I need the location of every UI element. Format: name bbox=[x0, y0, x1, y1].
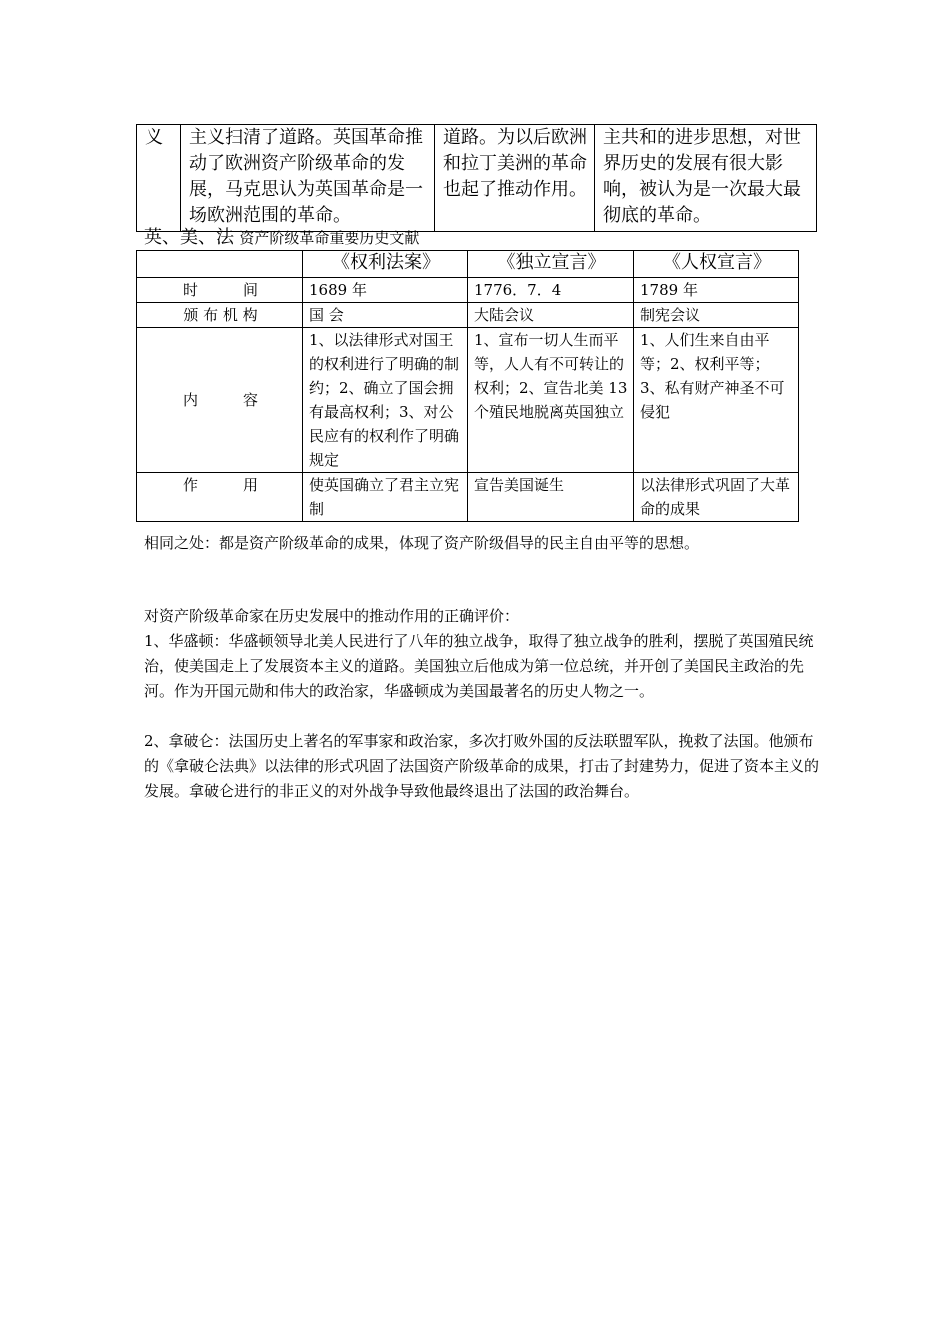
evaluation-title: 对资产阶级革命家在历史发展中的推动作用的正确评价： bbox=[144, 607, 520, 625]
table-cell: 以法律形式巩固了大革命的成果 bbox=[634, 473, 799, 522]
row-label-time: 时 间 bbox=[137, 278, 303, 303]
header-declaration-of-rights-of-man: 《人权宣言》 bbox=[634, 251, 799, 278]
table-caption: 英、美、法 资产阶级革命重要历史文献 bbox=[144, 227, 420, 248]
table-row bbox=[137, 303, 799, 328]
table-cell: 大陆会议 bbox=[468, 303, 634, 328]
table-cell: 使英国确立了君主立宪制 bbox=[303, 473, 468, 522]
row-label-issuer: 颁 布 机 构 bbox=[137, 303, 303, 328]
header-bill-of-rights: 《权利法案》 bbox=[303, 251, 468, 278]
table-row bbox=[137, 278, 799, 303]
row-label: 义 bbox=[137, 125, 181, 232]
header-empty bbox=[137, 251, 303, 278]
table-cell: 1776．7．4 bbox=[468, 278, 634, 303]
table-row bbox=[137, 328, 799, 473]
table-cell: 1689 年 bbox=[303, 278, 468, 303]
table-cell: 1、以法律形式对国王的权利进行了明确的制约；2、确立了国会拥有最高权利；3、对公民应有的权利作了明确规定 bbox=[303, 328, 468, 473]
american-revolution-significance: 道路。为以后欧洲和拉丁美洲的革命也起了推动作用。 bbox=[435, 125, 595, 232]
table-header-row bbox=[137, 251, 799, 278]
row-label-content: 内 容 bbox=[137, 328, 303, 473]
evaluation-item-washington: 1、华盛顿：华盛顿领导北美人民进行了八年的独立战争，取得了独立战争的胜利，摆脱了英国殖民统治，使美国走上了发展资本主义的道路。美国独立后他成为第一位总统，并开创了美国民主政治的先河。作为开国元勋和伟大的政治家，华盛顿成为美国最著名的历史人物之一。 bbox=[144, 632, 814, 700]
row-label-effect: 作 用 bbox=[137, 473, 303, 522]
revolution-significance-table bbox=[136, 124, 817, 232]
table-cell: 国 会 bbox=[303, 303, 468, 328]
header-declaration-of-independence: 《独立宣言》 bbox=[468, 251, 634, 278]
documents-table bbox=[136, 250, 799, 522]
table-cell: 1789 年 bbox=[634, 278, 799, 303]
french-revolution-significance: 主共和的进步思想，对世界历史的发展有很大影响，被认为是一次最大最彻底的革命。 bbox=[595, 125, 817, 232]
table-cell: 1、宣布一切人生而平等，人人有不可转让的权利；2、宣告北美 13 个殖民地脱离英国独立 bbox=[468, 328, 634, 473]
english-revolution-significance: 主义扫清了道路。英国革命推动了欧洲资产阶级革命的发展，马克思认为英国革命是一场欧洲范围的革命。 bbox=[181, 125, 435, 232]
table-cell: 1、人们生来自由平等；2、权利平等；3、私有财产神圣不可侵犯 bbox=[634, 328, 799, 473]
common-points-text: 相同之处：都是资产阶级革命的成果，体现了资产阶级倡导的民主自由平等的思想。 bbox=[144, 534, 700, 552]
evaluation-item-napoleon: 2、拿破仑：法国历史上著名的军事家和政治家，多次打败外国的反法联盟军队，挽救了法国。他颁布的《拿破仑法典》以法律的形式巩固了法国资产阶级革命的成果，打击了封建势力，促进了资本主义的发展。拿破仑进行的非正义的对外战争导致他最终退出了法国的政治舞台。 bbox=[144, 732, 820, 800]
table-row bbox=[137, 473, 799, 522]
table-row bbox=[137, 125, 817, 232]
table-cell: 制宪会议 bbox=[634, 303, 799, 328]
table-cell: 宣告美国诞生 bbox=[468, 473, 634, 522]
